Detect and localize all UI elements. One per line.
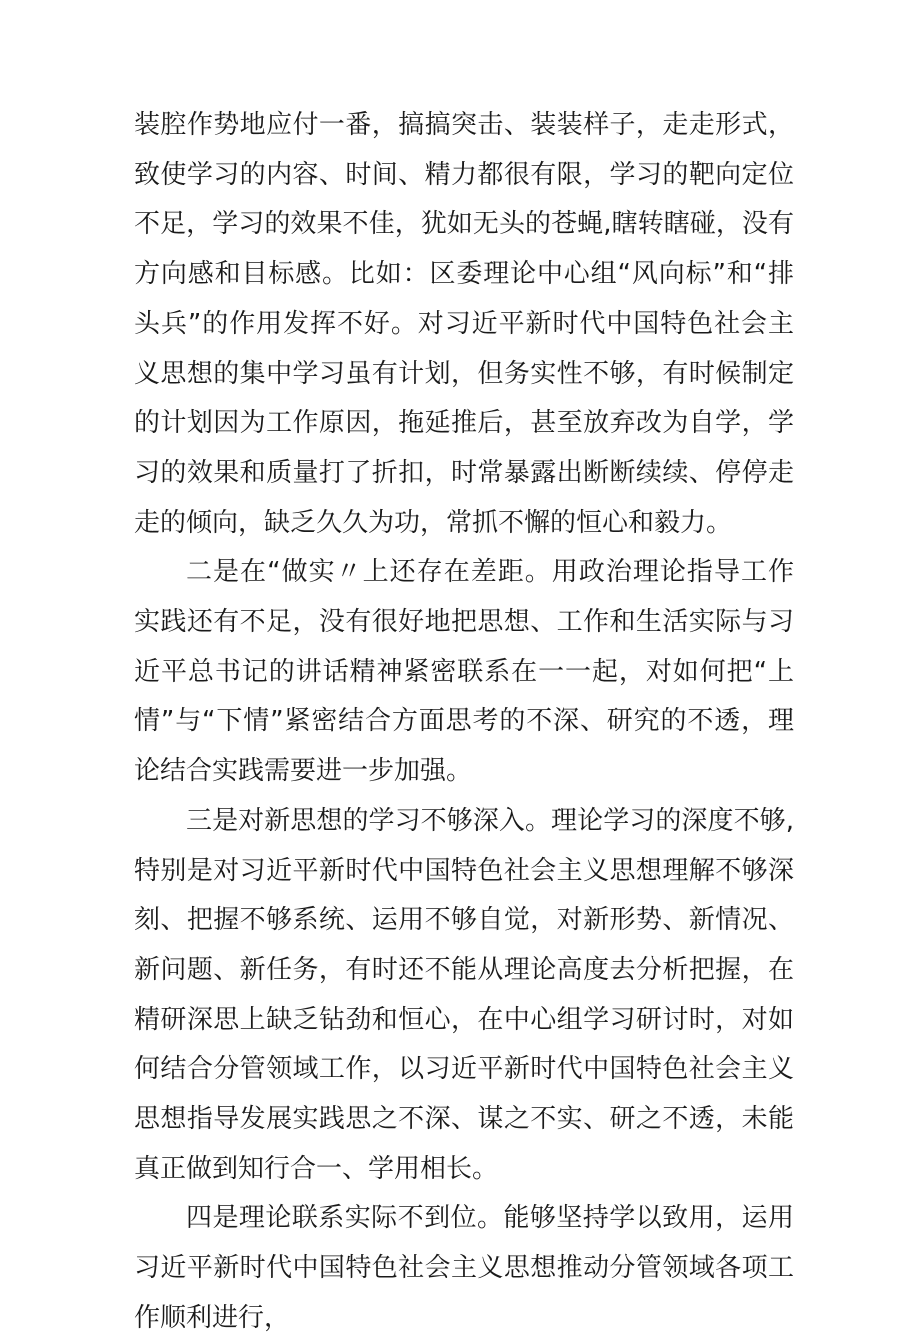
paragraph-continuation: 装腔作势地应付一番，搞搞突击、装装样子，走走形式，致使学习的内容、时间、精力都很有限，学习的靶向定位不足，学习的效果不佳，犹如无头的苍蝇,瞎转瞎碰，没有方向感和目标感。比如：区委理论中心组“风向标”和“排头兵”的作用发挥不好。对习近平新时代中国特色社会主义思想的集中学习虽有计划，但务实性不够，有时候制定的计划因为工作原因，拖延推后，甚至放弃改为自学，学习的效果和质量打了折扣，时常暴露出断断续续、停停走走的倾向，缺乏久久为功，常抓不懈的恒心和毅力。 [134,110,794,538]
paragraph-point-three: 三是对新思想的学习不够深入。理论学习的深度不够,特别是对习近平新时代中国特色社会主义思想理解不够深刻、把握不够系统、运用不够自觉，对新形势、新情况、新问题、新任务，有时还不能从理论高度去分析把握，在精研深思上缺乏钻劲和恒心，在中心组学习研讨时，对如何结合分管领域工作，以习近平新时代中国特色社会主义思想指导发展实践思之不深、谋之不实、研之不透，未能真正做到知行合一、学用相长。 [134,805,794,1184]
paragraph-point-two: 二是在“做实〃上还存在差距。用政治理论指导工作实践还有不足，没有很好地把思想、工作和生活实际与习近平总书记的讲话精神紧密联系在一一起，对如何把“上情”与“下情”紧密结合方面思考的不深、研究的不透，理论结合实践需要进一步加强。 [134,557,794,787]
document-body [134,101,794,1344]
paragraph-point-four: 四是理论联系实际不到位。能够坚持学以致用，运用习近平新时代中国特色社会主义思想推动分管领域各项工作顺利进行， [134,1203,794,1333]
